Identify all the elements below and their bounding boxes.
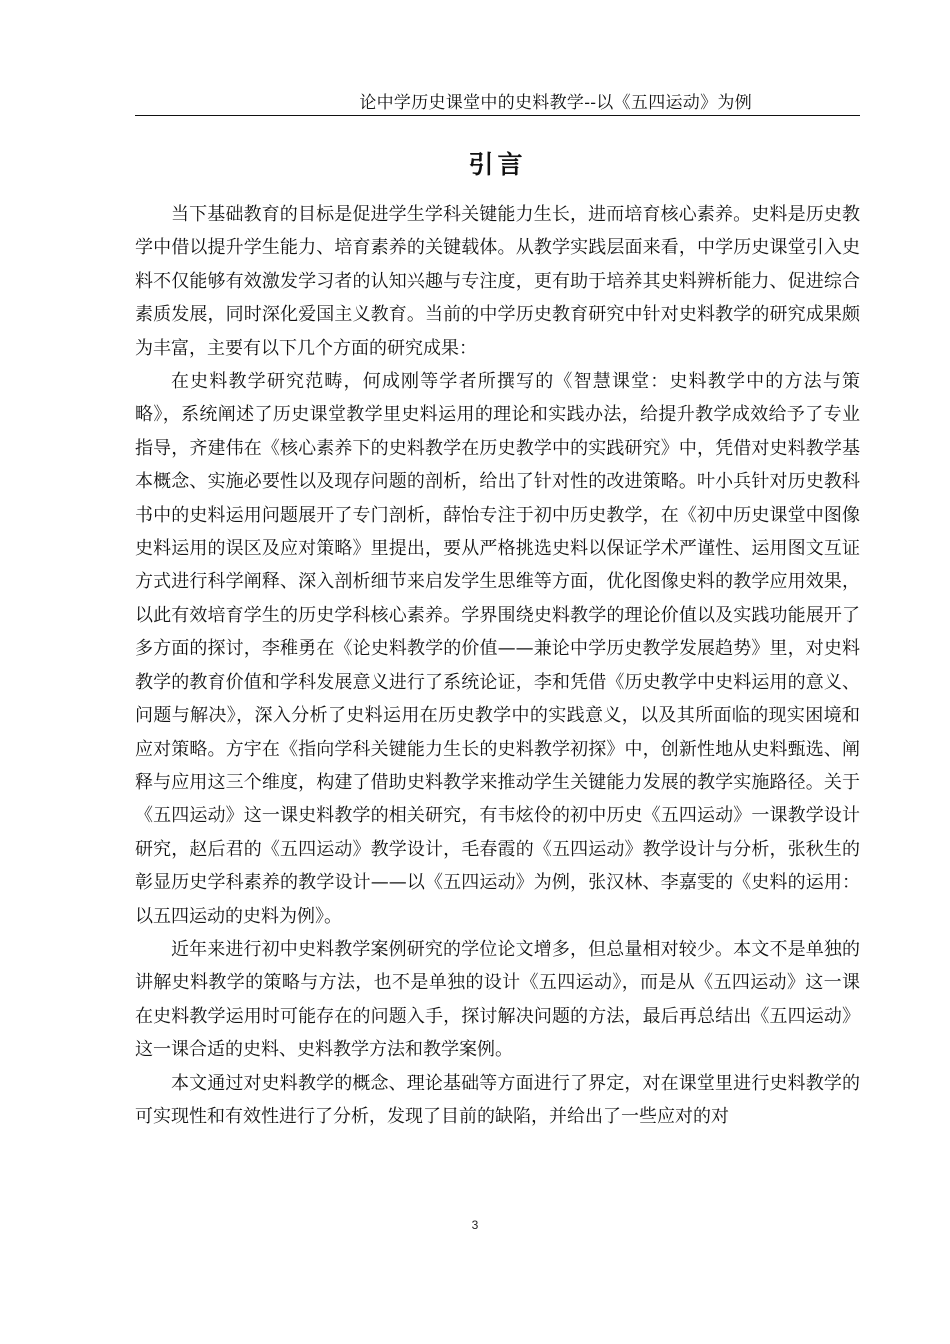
paragraph: 本文通过对史料教学的概念、理论基础等方面进行了界定，对在课堂里进行史料教学的可实现性和有效性进行了分析，发现了目前的缺陷，并给出了一些应对的对 (135, 1072, 860, 1127)
section-title: 引言 (468, 150, 527, 179)
body-text (135, 198, 860, 1133)
paragraph: 近年来进行初中史料教学案例研究的学位论文增多，但总量相对较少。本文不是单独的讲解史料教学的策略与方法，也不是单独的设计《五四运动》，而是从《五四运动》这一课在史料教学运用时可能存在的问题入手，探讨解决问题的方法，最后再总结出《五四运动》这一课合适的史料、史料教学方法和教学案例。 (135, 938, 860, 1061)
paragraph: 在史料教学研究范畴，何成刚等学者所撰写的《智慧课堂：史料教学中的方法与策略》，系统阐述了历史课堂教学里史料运用的理论和实践办法，给提升教学成效给予了专业指导，齐建伟在《核心素养下的史料教学在历史教学中的实践研究》中，凭借对史料教学基本概念、实施必要性以及现存问题的剖析，给出了针对性的改进策略。叶小兵针对历史教科书中的史料运用问题展开了专门剖析，薛怡专注于初中历史教学，在《初中历史课堂中图像史料运用的误区及应对策略》里提出，要从严格挑选史料以保证学术严谨性、运用图文互证方式进行科学阐释、深入剖析细节来启发学生思维等方面，优化图像史料的教学应用效果，以此有效培育学生的历史学科核心素养。学界围绕史料教学的理论价值以及实践功能展开了多方面的探讨，李稚勇在《论史料教学的价值——兼论中学历史教学发展趋势》里，对史料教学的教育价值和学科发展意义进行了系统论证，李和凭借《历史教学中史料运用的意义、问题与解决》，深入分析了史料运用在历史教学中的实践意义，以及其所面临的现实困境和应对策略。方宇在《指向学科关键能力生长的史料教学初探》中，创新性地从史料甄选、阐释与应用这三个维度，构建了借助史料教学来推动学生关键能力发展的教学实施路径。关于《五四运动》这一课史料教学的相关研究，有韦炫伶的初中历史《五四运动》一课教学设计研究，赵后君的《五四运动》教学设计，毛春霞的《五四运动》教学设计与分析，张秋生的彰显历史学科素养的教学设计——以《五四运动》为例，张汉林、李嘉雯的《史料的运用：以五四运动的史料为例》。 (135, 371, 860, 927)
header-rule (135, 115, 860, 116)
page-number: 3 (471, 1218, 479, 1232)
running-header: 论中学历史课堂中的史料教学--以《五四运动》为例 (359, 93, 752, 113)
paragraph: 当下基础教育的目标是促进学生学科关键能力生长，进而培育核心素养。史料是历史教学中借以提升学生能力、培育素养的关键载体。从教学实践层面来看，中学历史课堂引入史料不仅能够有效激发学习者的认知兴趣与专注度，更有助于培养其史料辨析能力、促进综合素质发展，同时深化爱国主义教育。当前的中学历史教育研究中针对史料教学的研究成果颇为丰富，主要有以下几个方面的研究成果： (135, 204, 860, 359)
